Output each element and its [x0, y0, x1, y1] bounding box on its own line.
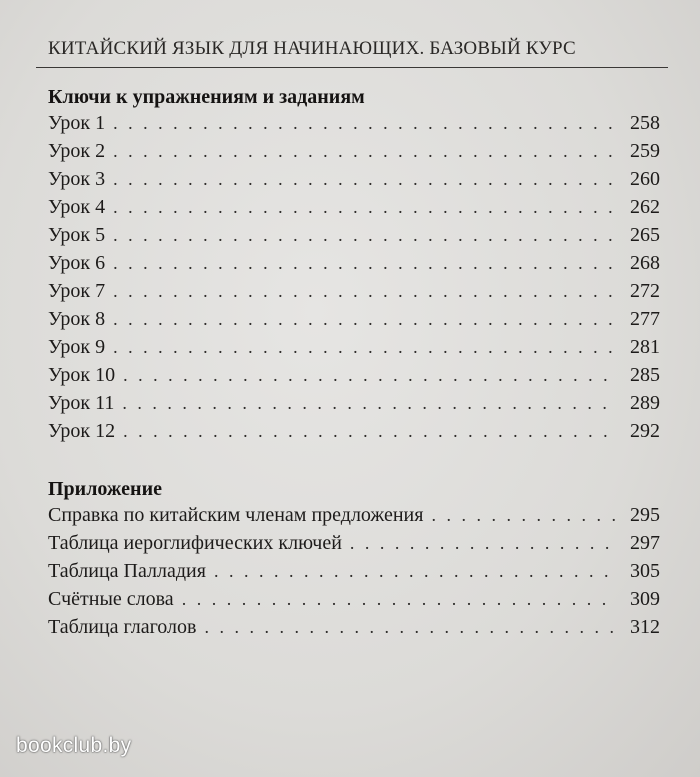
toc-list-appendix	[48, 504, 660, 644]
toc-entry-page: 309	[630, 588, 660, 610]
toc-entry	[48, 168, 660, 196]
toc-entry-page: 281	[630, 336, 660, 358]
toc-entry-page: 295	[630, 504, 660, 526]
section-title-keys: Ключи к упражнениям и заданиям	[48, 86, 365, 108]
toc-entry	[48, 588, 660, 616]
leader-dots	[182, 589, 616, 610]
toc-entry-page: 258	[630, 112, 660, 134]
toc-entry	[48, 140, 660, 168]
section-title-appendix: Приложение	[48, 478, 162, 500]
toc-entry-page: 292	[630, 420, 660, 442]
toc-entry	[48, 196, 660, 224]
toc-entry-page: 289	[630, 392, 660, 414]
toc-entry-label: Урок 1	[48, 112, 106, 134]
leader-dots	[431, 505, 616, 526]
leader-dots	[123, 421, 616, 442]
toc-entry-label: Урок 9	[48, 336, 106, 358]
toc-entry-label: Урок 8	[48, 308, 106, 330]
running-title: КИТАЙСКИЙ ЯЗЫК ДЛЯ НАЧИНАЮЩИХ. БАЗОВЫЙ КУРС	[48, 38, 576, 59]
leader-dots	[214, 561, 616, 582]
toc-entry-page: 285	[630, 364, 660, 386]
toc-entry	[48, 560, 660, 588]
toc-entry	[48, 532, 660, 560]
leader-dots	[113, 169, 616, 190]
toc-entry-label: Урок 3	[48, 168, 106, 190]
toc-entry-label: Урок 4	[48, 196, 106, 218]
toc-entry-label: Таблица иероглифических ключей	[48, 532, 342, 554]
toc-entry	[48, 392, 660, 420]
toc-entry	[48, 280, 660, 308]
leader-dots	[113, 253, 616, 274]
toc-entry-label: Урок 10	[48, 364, 116, 386]
toc-entry-page: 259	[630, 140, 660, 162]
toc-entry	[48, 364, 660, 392]
leader-dots	[113, 309, 616, 330]
toc-entry	[48, 112, 660, 140]
toc-entry-label: Таблица глаголов	[48, 616, 197, 638]
toc-entry-page: 262	[630, 196, 660, 218]
toc-entry-page: 312	[630, 616, 660, 638]
toc-entry-label: Таблица Палладия	[48, 560, 206, 582]
leader-dots	[113, 141, 616, 162]
leader-dots	[113, 197, 616, 218]
toc-entry-label: Урок 11	[48, 392, 115, 414]
toc-entry-page: 268	[630, 252, 660, 274]
toc-entry	[48, 308, 660, 336]
toc-entry-page: 305	[630, 560, 660, 582]
toc-entry-page: 265	[630, 224, 660, 246]
leader-dots	[113, 281, 616, 302]
toc-entry-page: 260	[630, 168, 660, 190]
leader-dots	[204, 617, 616, 638]
watermark: bookclub.by	[16, 734, 132, 757]
toc-entry	[48, 252, 660, 280]
toc-entry-label: Урок 7	[48, 280, 106, 302]
leader-dots	[123, 365, 616, 386]
leader-dots	[113, 225, 616, 246]
toc-entry	[48, 336, 660, 364]
header-rule	[36, 67, 668, 68]
toc-entry	[48, 420, 660, 448]
toc-list-keys	[48, 112, 660, 448]
toc-entry-label: Урок 6	[48, 252, 106, 274]
leader-dots	[350, 533, 616, 554]
toc-entry	[48, 616, 660, 644]
toc-entry-label: Справка по китайским членам предложения	[48, 504, 424, 526]
toc-entry-page: 272	[630, 280, 660, 302]
toc-entry	[48, 224, 660, 252]
toc-entry-page: 277	[630, 308, 660, 330]
toc-entry-page: 297	[630, 532, 660, 554]
toc-entry-label: Счётные слова	[48, 588, 174, 610]
leader-dots	[113, 113, 616, 134]
toc-entry	[48, 504, 660, 532]
toc-entry-label: Урок 2	[48, 140, 106, 162]
leader-dots	[122, 393, 616, 414]
leader-dots	[113, 337, 616, 358]
toc-entry-label: Урок 12	[48, 420, 116, 442]
toc-entry-label: Урок 5	[48, 224, 106, 246]
